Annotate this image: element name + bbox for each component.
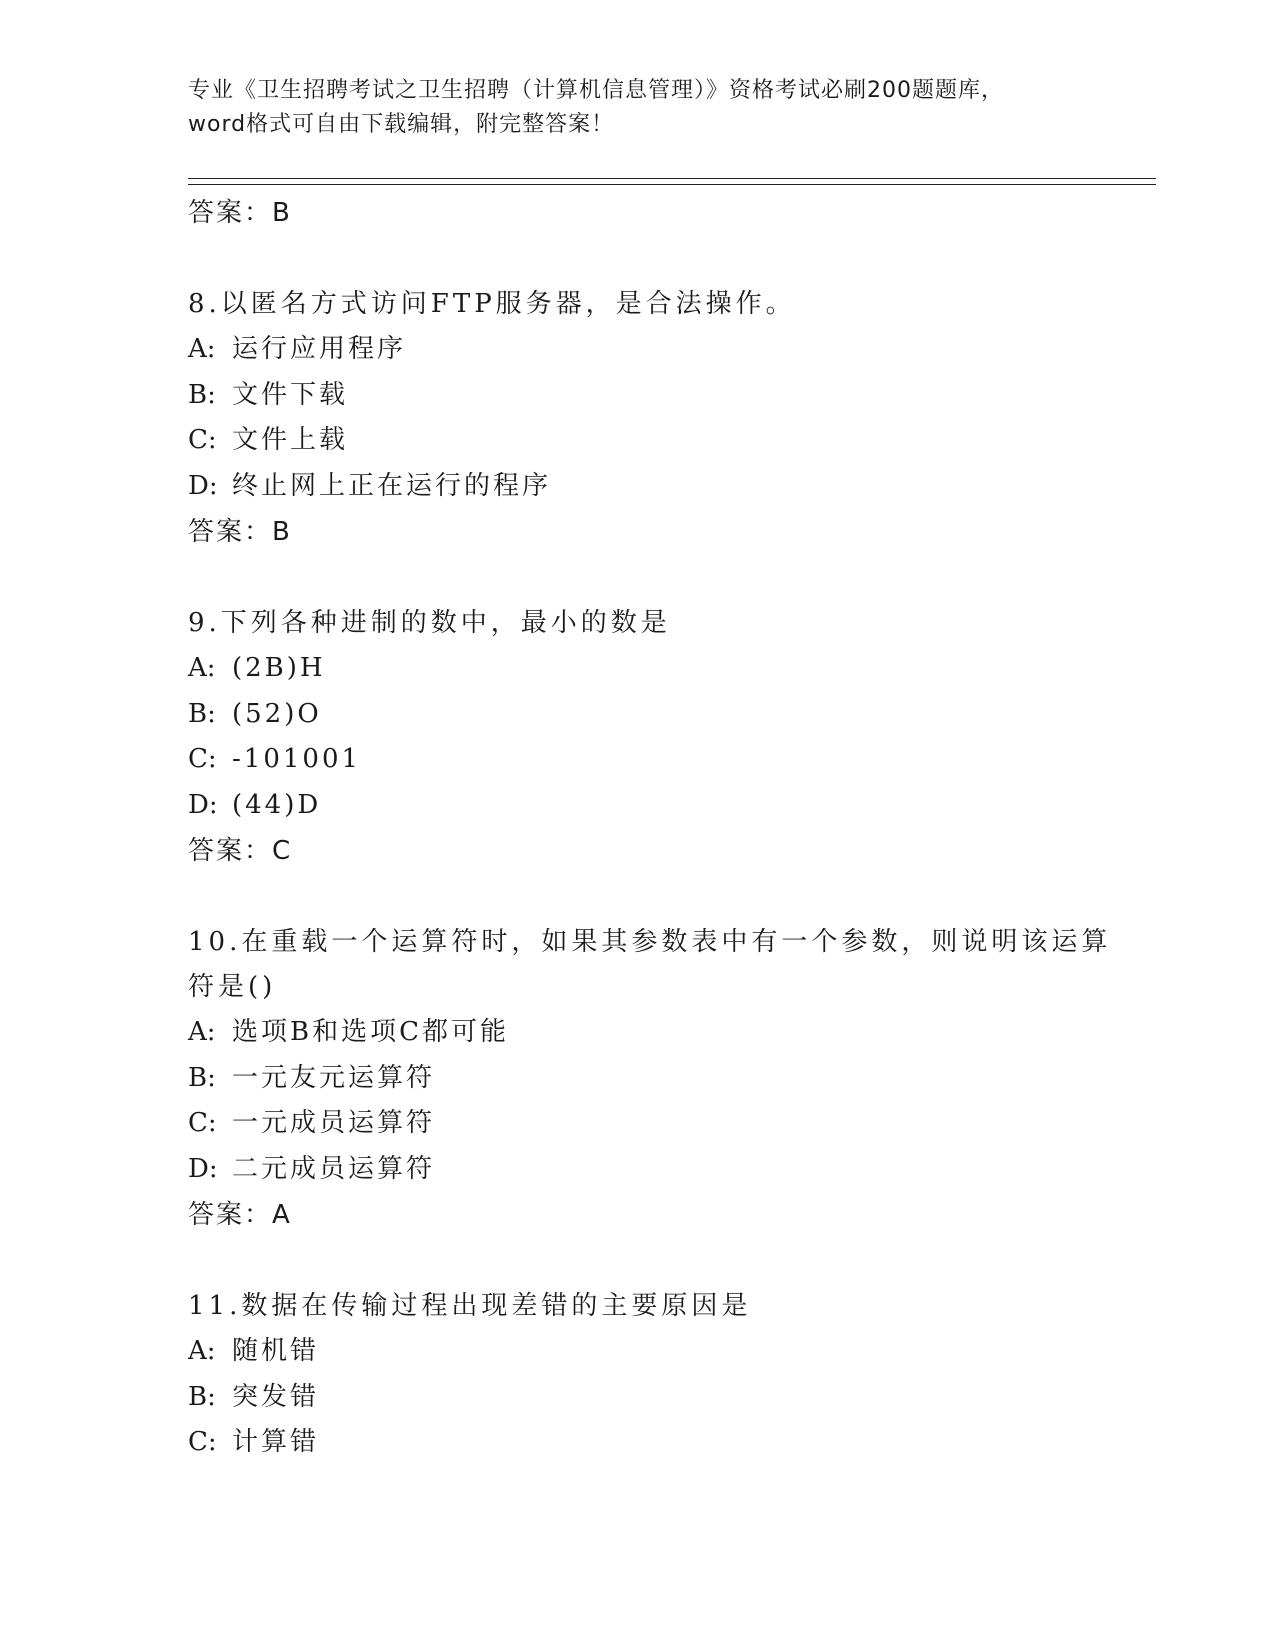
question-stem-line: 符是() [188, 972, 277, 1002]
option-text: 文件下载 [232, 379, 349, 410]
option-text: 一元友元运算符 [232, 1062, 436, 1093]
answer-line: 答案：B [188, 517, 292, 547]
option-letter: B: [188, 379, 216, 410]
option-text: 随机错 [232, 1336, 320, 1366]
option-text: 选项B和选项C都可能 [232, 1017, 510, 1047]
question-stem-line: 9.下列各种进制的数中，最小的数是 [188, 608, 671, 638]
answer-line: 答案：A [188, 1200, 292, 1230]
option-text: 文件上载 [232, 425, 349, 455]
question-stem [188, 1284, 1088, 1329]
option-letter: B: [188, 698, 216, 729]
option-letter: C: [188, 1427, 217, 1457]
option-text: 运行应用程序 [232, 334, 407, 364]
option-text: 终止网上正在运行的程序 [232, 470, 552, 501]
answer-option [188, 1375, 1088, 1421]
answer-option [188, 1420, 1088, 1466]
answer-option [188, 327, 1088, 373]
option-letter: C: [188, 425, 217, 455]
answer-option [188, 737, 1088, 783]
answer-option [188, 1010, 1088, 1056]
option-letter: B: [188, 1381, 216, 1412]
option-text: (52)O [232, 698, 322, 729]
header-rule-top [188, 178, 1156, 179]
question-stem [188, 601, 1088, 646]
answer-option [188, 692, 1088, 738]
option-text: -101001 [232, 744, 362, 774]
answer-option [188, 783, 1088, 829]
answer-option [188, 1101, 1088, 1147]
header-line-2: word格式可自由下载编辑，附完整答案！ [188, 112, 615, 137]
question-stem-line: 8.以匿名方式访问FTP服务器，是合法操作。 [188, 289, 796, 319]
option-text: 二元成员运算符 [232, 1153, 436, 1184]
question-list [188, 190, 1112, 1466]
header-line-1: 专业《卫生招聘考试之卫生招聘（计算机信息管理）》资格考试必刷200题题库， [188, 78, 1004, 103]
answer-option [188, 1147, 1088, 1193]
option-letter: C: [188, 1108, 217, 1138]
answer-option [188, 646, 1088, 692]
document-header [188, 74, 1088, 142]
header-rule-bottom [188, 184, 1156, 185]
question-block [188, 920, 1112, 1238]
question-stem-line: 10.在重载一个运算符时，如果其参数表中有一个参数，则说明该运算 [188, 927, 1112, 957]
answer-option [188, 1329, 1088, 1375]
option-letter: D: [188, 470, 218, 501]
question-stem-line: 11.数据在传输过程出现差错的主要原因是 [188, 1291, 752, 1321]
option-letter: D: [188, 1153, 218, 1184]
option-letter: A: [188, 653, 216, 683]
answer-option [188, 464, 1088, 510]
option-text: (44)D [232, 789, 322, 820]
option-letter: C: [188, 744, 217, 774]
option-letter: A: [188, 334, 216, 364]
option-letter: B: [188, 1062, 216, 1093]
question-stem [188, 920, 1112, 1010]
option-letter: D: [188, 789, 218, 820]
option-text: 一元成员运算符 [232, 1108, 436, 1138]
question-stem [188, 282, 1088, 327]
question-block [188, 601, 1088, 874]
answer-line: 答案：C [188, 836, 293, 866]
option-letter: A: [188, 1017, 216, 1047]
answer-option [188, 418, 1088, 464]
answer-option [188, 1056, 1088, 1102]
option-letter: A: [188, 1336, 216, 1366]
answer-option [188, 373, 1088, 419]
question-block [188, 1284, 1088, 1466]
option-text: (2B)H [232, 653, 326, 683]
option-text: 计算错 [232, 1427, 320, 1457]
answer-line: 答案：B [188, 198, 292, 228]
option-text: 突发错 [232, 1381, 320, 1412]
question-block [188, 282, 1088, 555]
